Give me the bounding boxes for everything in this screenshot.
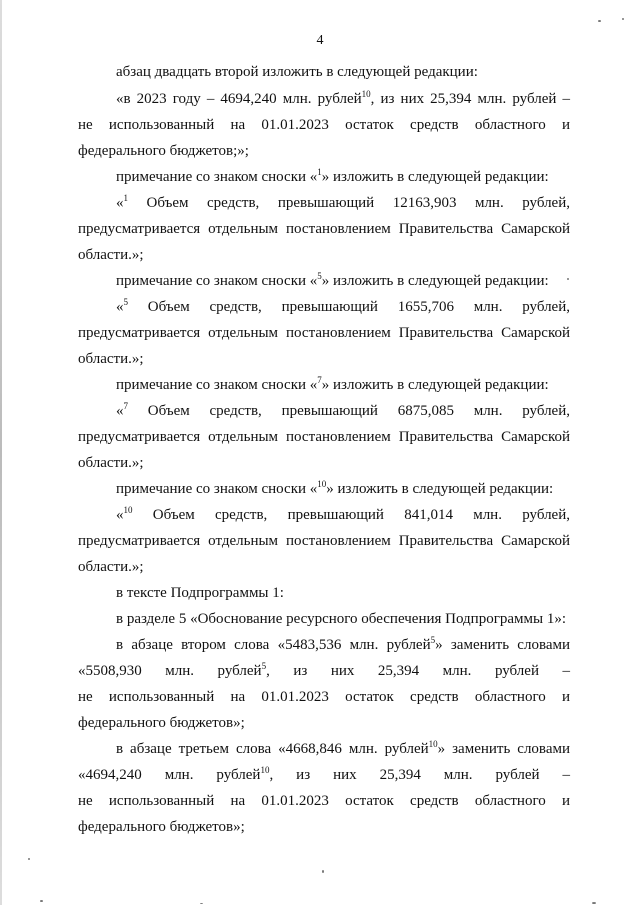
footnote-mark: 5 bbox=[261, 661, 267, 671]
text-line: «$^5$ Объем средств, превышающий 1655,706 млн. рублей, bbox=[116, 297, 570, 315]
scan-speck bbox=[598, 20, 601, 22]
scan-speck bbox=[592, 902, 596, 904]
footnote-mark: 5 bbox=[430, 635, 436, 645]
text-line: области.»; bbox=[78, 247, 144, 263]
text-line: «в 2023 году – 4694,240 млн. рублей$^{10}$, из них 25,394 млн. рублей – bbox=[116, 89, 570, 107]
text-line: «4694,240 млн. рублей$^{10}$, из них 25,394 млн. рублей – bbox=[78, 765, 570, 783]
scan-speck bbox=[622, 18, 624, 20]
footnote-mark: 1 bbox=[317, 167, 322, 177]
text-line: «5508,930 млн. рублей$^5$, из них 25,394 млн. рублей – bbox=[78, 661, 570, 679]
text-line: предусматривается отдельным постановлением Правительства Самарской bbox=[78, 325, 570, 341]
text-line: федерального бюджетов;»; bbox=[78, 143, 249, 159]
footnote-mark: 10 bbox=[428, 739, 438, 749]
scan-speck bbox=[40, 900, 43, 902]
text-line: абзац двадцать второй изложить в следующей редакции: bbox=[116, 64, 478, 80]
footnote-mark: 5 bbox=[123, 297, 128, 307]
footnote-mark: 10 bbox=[123, 505, 133, 515]
text-line: примечание со знаком сноски «$^1$» изложить в следующей редакции: bbox=[116, 167, 549, 185]
text-line: не использованный на 01.01.2023 остаток средств областного и bbox=[78, 793, 570, 809]
footnote-mark: 10 bbox=[317, 479, 327, 489]
text-line: примечание со знаком сноски «$^7$» изложить в следующей редакции: bbox=[116, 375, 549, 393]
footnote-mark: 10 bbox=[361, 89, 371, 99]
text-line: «$^1$ Объем средств, превышающий 12163,903 млн. рублей, bbox=[116, 193, 570, 211]
scan-speck bbox=[567, 278, 569, 280]
text-line: предусматривается отдельным постановлением Правительства Самарской bbox=[78, 221, 570, 237]
text-line: в тексте Подпрограммы 1: bbox=[116, 585, 284, 601]
footnote-mark: 1 bbox=[123, 193, 128, 203]
scan-edge bbox=[0, 0, 2, 905]
text-line: предусматривается отдельным постановлением Правительства Самарской bbox=[78, 533, 570, 549]
footnote-mark: 5 bbox=[317, 271, 322, 281]
text-line: области.»; bbox=[78, 351, 144, 367]
text-line: предусматривается отдельным постановлением Правительства Самарской bbox=[78, 429, 570, 445]
footnote-mark: 7 bbox=[317, 375, 322, 385]
text-line: в абзаце втором слова «5483,536 млн. рублей$^5$» заменить словами bbox=[116, 635, 571, 653]
text-line: не использованный на 01.01.2023 остаток средств областного и bbox=[78, 689, 570, 705]
text-line: примечание со знаком сноски «$^5$» изложить в следующей редакции: bbox=[116, 271, 549, 289]
text-line: области.»; bbox=[78, 559, 144, 575]
scan-speck bbox=[200, 903, 203, 904]
text-line: в разделе 5 «Обоснование ресурсного обеспечения Подпрограммы 1»: bbox=[116, 611, 566, 627]
text-line: «$^{10}$ Объем средств, превышающий 841,014 млн. рублей, bbox=[116, 505, 570, 523]
footnote-mark: 10 bbox=[260, 765, 270, 775]
text-line: «$^7$ Объем средств, превышающий 6875,085 млн. рублей, bbox=[116, 401, 570, 419]
text-line: в абзаце третьем слова «4668,846 млн. рублей$^{10}$» заменить словами bbox=[116, 739, 570, 757]
scan-speck bbox=[322, 870, 324, 873]
page-number: 4 bbox=[316, 33, 324, 48]
text-line: примечание со знаком сноски «$^{10}$» изложить в следующей редакции: bbox=[116, 479, 554, 497]
text-line: области.»; bbox=[78, 455, 144, 471]
text-line: не использованный на 01.01.2023 остаток средств областного и bbox=[78, 117, 570, 133]
text-line: федерального бюджетов»; bbox=[78, 715, 245, 731]
scan-speck bbox=[28, 858, 30, 860]
text-line: федерального бюджетов»; bbox=[78, 819, 245, 835]
footnote-mark: 7 bbox=[123, 401, 128, 411]
